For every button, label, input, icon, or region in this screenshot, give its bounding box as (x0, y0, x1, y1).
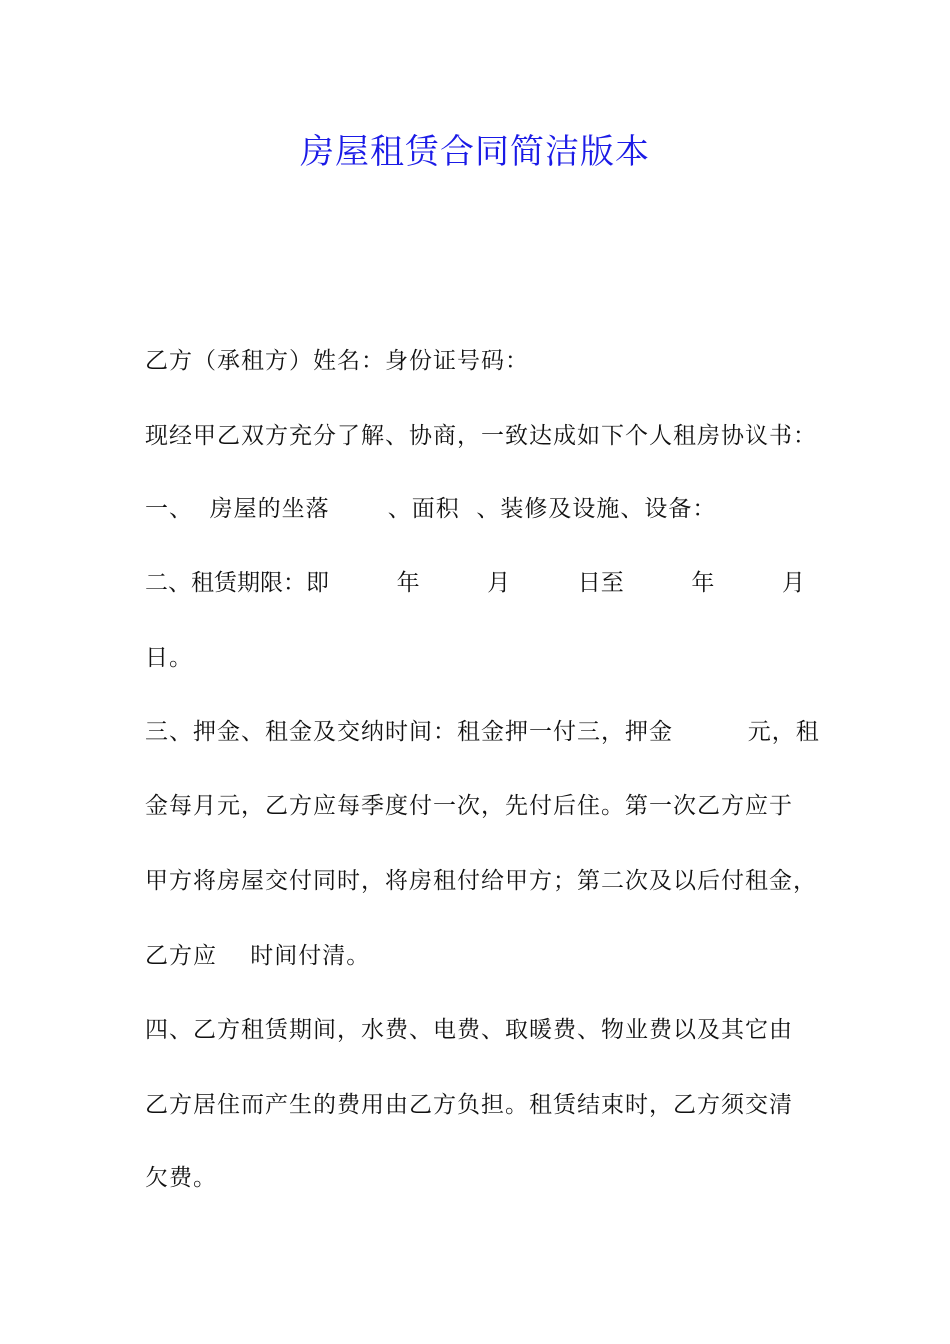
clause-4-line-2: 乙方居住而产生的费用由乙方负担。租赁结束时，乙方须交清 (145, 1092, 793, 1118)
clause-4-line-1: 四、乙方租赁期间，水费、电费、取暖费、物业费以及其它由 (145, 1017, 793, 1043)
clause-3-line-3: 甲方将房屋交付同时，将房租付给甲方；第二次及以后付租金， (145, 868, 817, 894)
lease-term-year-2: 年 (691, 570, 715, 596)
lease-term-month-1: 月 (487, 570, 511, 596)
clause-2-lease-term-row (145, 567, 805, 599)
clause-1-line: 一、 房屋的坐落 、面积 、装修及设施、设备： (145, 496, 717, 522)
lease-term-prefix: 二、租赁期限：即 (145, 570, 329, 596)
clause-3-line-1: 三、押金、租金及交纳时间：租金押一付三，押金 元，租 (145, 719, 820, 745)
lease-term-day-to: 日至 (577, 570, 624, 596)
lease-term-month-2: 月 (781, 570, 805, 596)
clause-2-continuation-line: 日。 (145, 645, 193, 671)
clause-3-line-2: 金每月元，乙方应每季度付一次，先付后住。第一次乙方应于 (145, 793, 793, 819)
clause-4-line-3: 欠费。 (145, 1165, 217, 1191)
clause-3-line-4: 乙方应 时间付清。 (145, 943, 371, 969)
party-b-info-line: 乙方（承租方）姓名：身份证号码： (145, 348, 529, 374)
document-title: 房屋租赁合同简洁版本 (300, 132, 650, 172)
lease-term-year-1: 年 (396, 570, 420, 596)
agreement-intro-line: 现经甲乙双方充分了解、协商，一致达成如下个人租房协议书： (145, 423, 817, 449)
